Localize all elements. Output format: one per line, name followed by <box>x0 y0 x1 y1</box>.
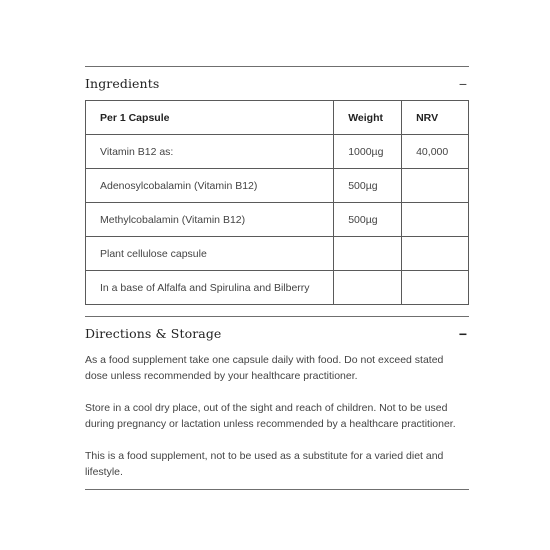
ingredient-weight: 1000µg <box>334 135 402 169</box>
ingredients-title: Ingredients <box>85 76 160 91</box>
ingredients-table <box>85 100 469 305</box>
product-details-panel <box>85 66 469 490</box>
ingredient-weight: 500µg <box>334 169 402 203</box>
column-header-weight: Weight <box>334 101 402 135</box>
directions-body <box>85 350 469 480</box>
ingredients-header[interactable] <box>85 67 469 100</box>
bottom-divider <box>85 489 469 490</box>
table-header-row <box>86 101 469 135</box>
ingredient-nrv <box>402 169 469 203</box>
ingredient-name: Plant cellulose capsule <box>86 237 334 271</box>
ingredient-weight <box>334 237 402 271</box>
ingredient-weight: 500µg <box>334 203 402 237</box>
supplement-notice-paragraph: This is a food supplement, not to be used as a substitute for a varied diet and lifestyle. <box>85 450 444 478</box>
storage-paragraph: Store in a cool dry place, out of the sight and reach of children. Not to be used during pregnancy or lactation unless recommended by a healthcare practitioner. <box>85 402 456 430</box>
table-row <box>86 271 469 305</box>
ingredient-nrv <box>402 271 469 305</box>
ingredient-nrv: 40,000 <box>402 135 469 169</box>
table-row <box>86 169 469 203</box>
table-row <box>86 135 469 169</box>
ingredient-name: Adenosylcobalamin (Vitamin B12) <box>86 169 334 203</box>
directions-collapse-icon[interactable]: − <box>458 325 467 342</box>
ingredient-nrv <box>402 237 469 271</box>
directions-header[interactable] <box>85 317 469 350</box>
ingredient-name: Vitamin B12 as: <box>86 135 334 169</box>
ingredients-collapse-icon[interactable]: − <box>458 75 467 92</box>
ingredient-weight <box>334 271 402 305</box>
column-header-per-capsule: Per 1 Capsule <box>86 101 334 135</box>
column-header-nrv: NRV <box>402 101 469 135</box>
ingredient-nrv <box>402 203 469 237</box>
directions-title: Directions & Storage <box>85 326 222 341</box>
ingredient-name: In a base of Alfalfa and Spirulina and Bilberry <box>86 271 334 305</box>
directions-paragraph: As a food supplement take one capsule daily with food. Do not exceed stated dose unless recommended by your healthcare practitioner. <box>85 354 444 382</box>
ingredient-name: Methylcobalamin (Vitamin B12) <box>86 203 334 237</box>
table-row <box>86 237 469 271</box>
table-row <box>86 203 469 237</box>
